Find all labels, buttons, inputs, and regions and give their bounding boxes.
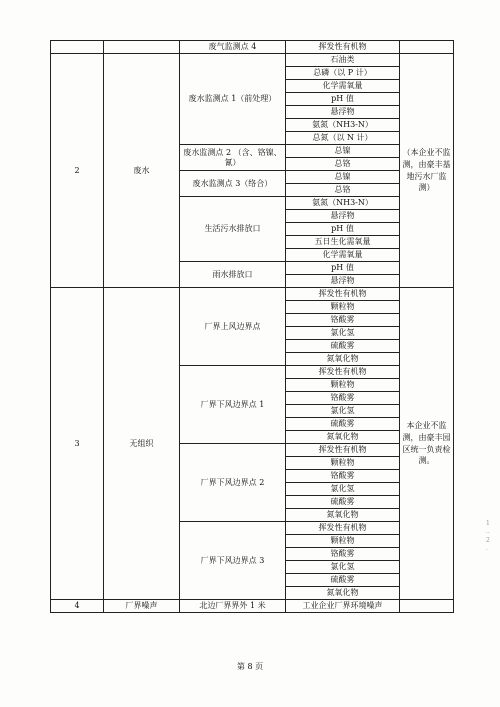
cell-pollutant: 工业企业厂界环境噪声 (286, 600, 400, 613)
cell-pollutant: 挥发性有机物 (286, 522, 400, 535)
cell-pollutant: pH 值 (286, 262, 400, 275)
cell-pollutant: 挥发性有机物 (286, 366, 400, 379)
cell-pollutant: 悬浮物 (286, 210, 400, 223)
cell-pollutant: 悬浮物 (286, 275, 400, 288)
cell-point: 废水监测点 1（前处理） (180, 54, 286, 145)
cell-pollutant: 氯化氢 (286, 405, 400, 418)
cell-pollutant: 氨氮（NH3-N） (286, 197, 400, 210)
cell-pollutant: 硫酸雾 (286, 496, 400, 509)
table-row (51, 600, 454, 613)
cell-pollutant: 石油类 (286, 54, 400, 67)
cell-point: 废气监测点 4 (180, 41, 286, 54)
cell-category: 无组织 (104, 288, 180, 600)
cell-pollutant: 化学需氧量 (286, 249, 400, 262)
cell-point: 厂界下风边界点 3 (180, 522, 286, 600)
cell-pollutant: 总铬 (286, 184, 400, 197)
cell-point: 厂界下风边界点 1 (180, 366, 286, 444)
cell-pollutant: 总铬 (286, 158, 400, 171)
cell-pollutant: 硫酸雾 (286, 574, 400, 587)
cell-pollutant: 五日生化需氧量 (286, 236, 400, 249)
cell-pollutant: 氮氧化物 (286, 509, 400, 522)
cell-point: 厂界上风边界点 (180, 288, 286, 366)
cell-point: 生活污水排放口 (180, 197, 286, 262)
cell-pollutant: 硫酸雾 (286, 418, 400, 431)
cell-pollutant: 氮氧化物 (286, 431, 400, 444)
cell-pollutant: 总镍 (286, 145, 400, 158)
table-row (51, 54, 454, 67)
cell-pollutant: 挥发性有机物 (286, 288, 400, 301)
cell-pollutant: 悬浮物 (286, 106, 400, 119)
cell-pollutant: 化学需氧量 (286, 80, 400, 93)
cell-pollutant: 铬酸雾 (286, 314, 400, 327)
cell-pollutant: 氨氮（NH3-N） (286, 119, 400, 132)
cell-point: 北边厂界界外 1 米 (180, 600, 286, 613)
cell-pollutant: 总镍 (286, 171, 400, 184)
cell-point: 厂界下风边界点 2 (180, 444, 286, 522)
cell-pollutant: 氯化氢 (286, 561, 400, 574)
cell-note: （本企业不监测，由豪丰基地污水厂监测） (400, 54, 454, 288)
cell-pollutant: 氯化氢 (286, 483, 400, 496)
cell-note (400, 41, 454, 54)
cell-no: 4 (51, 600, 104, 613)
cell-pollutant: 铬酸雾 (286, 548, 400, 561)
cell-pollutant: 挥发性有机物 (286, 41, 400, 54)
monitoring-table (50, 40, 454, 613)
cell-pollutant: 颗粒物 (286, 457, 400, 470)
cell-pollutant: 颗粒物 (286, 535, 400, 548)
cell-category: 废水 (104, 54, 180, 288)
cell-point: 废水监测点 2 （含、铬镍、氰） (180, 145, 286, 171)
cell-note (400, 600, 454, 613)
margin-mark: 1 .. 2 . (486, 520, 490, 553)
monitoring-table-body (51, 41, 454, 613)
cell-pollutant: pH 值 (286, 93, 400, 106)
table-row (51, 288, 454, 301)
cell-no: 3 (51, 288, 104, 600)
cell-pollutant: 铬酸雾 (286, 392, 400, 405)
cell-point: 雨水排放口 (180, 262, 286, 288)
table-row (51, 41, 454, 54)
cell-pollutant: 总氮（以 N 计） (286, 132, 400, 145)
cell-category (104, 41, 180, 54)
cell-no (51, 41, 104, 54)
cell-pollutant: 硫酸雾 (286, 340, 400, 353)
cell-pollutant: 颗粒物 (286, 301, 400, 314)
cell-pollutant: 氯化氢 (286, 327, 400, 340)
page-number: 第 8 页 (236, 662, 264, 671)
cell-pollutant: 颗粒物 (286, 379, 400, 392)
cell-pollutant: 铬酸雾 (286, 470, 400, 483)
cell-point: 废水监测点 3（络合） (180, 171, 286, 197)
cell-pollutant: 氮氧化物 (286, 353, 400, 366)
cell-pollutant: 挥发性有机物 (286, 444, 400, 457)
cell-note: 本企业不监测，由豪丰园区统一负责检测。 (400, 288, 454, 600)
cell-pollutant: 氮氧化物 (286, 587, 400, 600)
cell-category: 厂界噪声 (104, 600, 180, 613)
cell-pollutant: pH 值 (286, 223, 400, 236)
cell-pollutant: 总磷（以 P 计） (286, 67, 400, 80)
cell-no: 2 (51, 54, 104, 288)
